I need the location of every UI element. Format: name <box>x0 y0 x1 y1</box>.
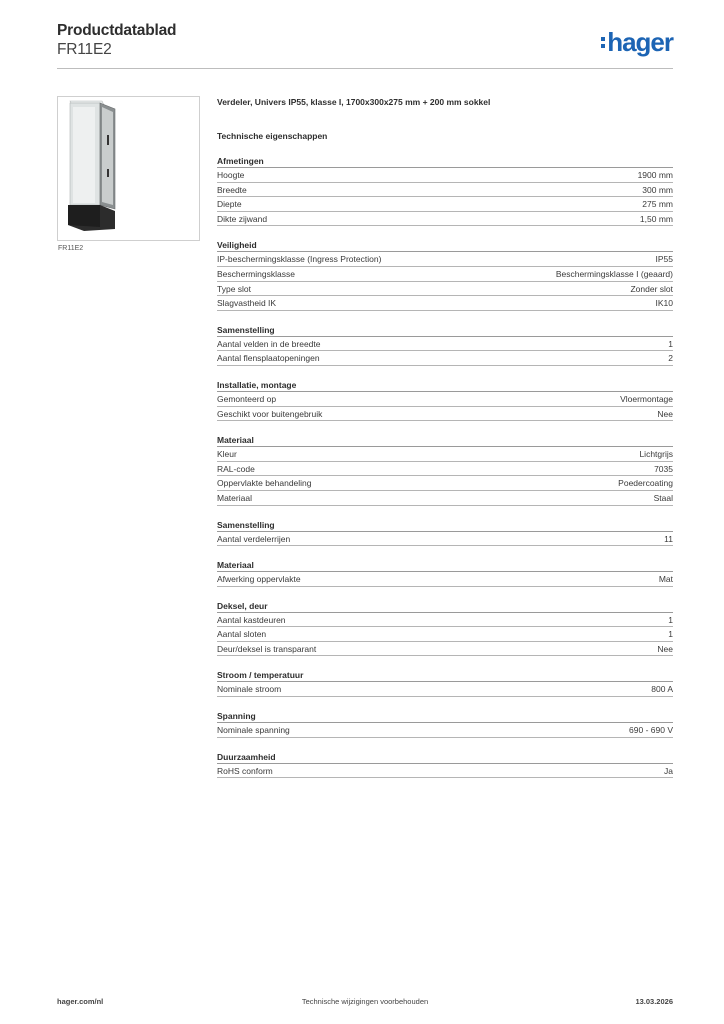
footer-disclaimer: Technische wijzigingen voorbehouden <box>301 997 429 1006</box>
spec-value: IP55 <box>655 254 673 265</box>
spec-group-title: Duurzaamheid <box>217 750 673 764</box>
spec-group <box>217 518 673 547</box>
spec-value: Mat <box>658 574 673 585</box>
spec-label: Diepte <box>217 199 242 210</box>
spec-label: Aantal velden in de breedte <box>217 338 321 349</box>
spec-value: Staal <box>653 492 673 503</box>
spec-row <box>217 491 673 506</box>
spec-group <box>217 599 673 657</box>
spec-group <box>217 378 673 421</box>
spec-value: 275 mm <box>642 199 673 210</box>
spec-groups <box>217 154 673 778</box>
spec-group <box>217 323 673 366</box>
spec-row <box>217 392 673 407</box>
spec-group-title: Veiligheid <box>217 238 673 252</box>
logo-dots-icon <box>601 35 605 49</box>
document-title: Productdatablad <box>57 22 177 39</box>
spec-label: Breedte <box>217 184 247 195</box>
spec-value: 11 <box>664 533 673 544</box>
spec-label: Deur/deksel is transparant <box>217 643 317 654</box>
header-divider <box>57 68 673 69</box>
hager-logo <box>601 29 673 55</box>
spec-row <box>217 267 673 282</box>
spec-value: 800 A <box>651 684 673 695</box>
spec-row <box>217 462 673 477</box>
spec-row <box>217 337 673 352</box>
spec-group <box>217 709 673 738</box>
spec-row <box>217 407 673 422</box>
spec-label: Materiaal <box>217 492 252 503</box>
spec-group-title: Spanning <box>217 709 673 723</box>
spec-value: Nee <box>657 643 673 654</box>
spec-row <box>217 682 673 697</box>
spec-row <box>217 532 673 547</box>
spec-label: Aantal flensplaatopeningen <box>217 353 320 364</box>
spec-row <box>217 476 673 491</box>
spec-value: 1 <box>668 338 673 349</box>
spec-value: 2 <box>668 353 673 364</box>
spec-value: 1900 mm <box>637 170 673 180</box>
spec-group-title: Materiaal <box>217 433 673 447</box>
spec-group <box>217 154 673 226</box>
spec-group-title: Afmetingen <box>217 154 673 168</box>
product-image <box>57 96 200 241</box>
spec-value: Zonder slot <box>630 283 673 294</box>
cabinet-illustration-icon <box>58 97 199 240</box>
spec-row <box>217 168 673 183</box>
spec-label: IP-beschermingsklasse (Ingress Protection) <box>217 254 382 265</box>
spec-label: Hoogte <box>217 170 245 180</box>
spec-label: Type slot <box>217 283 252 294</box>
spec-label: RAL-code <box>217 463 255 474</box>
spec-value: Nee <box>657 408 673 419</box>
spec-value: 1 <box>668 614 673 625</box>
spec-row <box>217 282 673 297</box>
spec-group <box>217 750 673 779</box>
page-footer <box>57 997 673 1011</box>
spec-group-title: Stroom / temperatuur <box>217 668 673 682</box>
page-header <box>57 22 673 70</box>
spec-group-title: Samenstelling <box>217 518 673 532</box>
section-heading: Technische eigenschappen <box>217 131 328 141</box>
spec-label: Nominale spanning <box>217 725 290 736</box>
spec-value: 1,50 mm <box>639 213 673 224</box>
product-code: FR11E2 <box>57 41 112 58</box>
spec-group <box>217 433 673 505</box>
spec-row <box>217 613 673 628</box>
spec-row <box>217 642 673 657</box>
spec-label: Aantal sloten <box>217 629 267 640</box>
footer-website-link[interactable]: hager.com/nl <box>57 997 104 1006</box>
spec-label: Dikte zijwand <box>217 213 268 224</box>
spec-label: Oppervlakte behandeling <box>217 478 312 489</box>
product-description: Verdeler, Univers IP55, klasse I, 1700x300x275 mm + 200 mm sokkel <box>217 97 491 107</box>
spec-value: 1 <box>668 629 673 640</box>
spec-group <box>217 238 673 310</box>
spec-label: Slagvastheid IK <box>217 298 277 309</box>
spec-label: Gemonteerd op <box>217 393 277 404</box>
spec-label: Kleur <box>217 449 237 460</box>
spec-value: 690 - 690 V <box>629 725 673 736</box>
spec-group-title: Materiaal <box>217 558 673 572</box>
footer-date: 13.03.2026 <box>635 997 673 1006</box>
spec-value: IK10 <box>655 298 673 309</box>
spec-value: Vloermontage <box>620 393 673 404</box>
spec-label: Nominale stroom <box>217 684 282 695</box>
spec-label: Afwerking oppervlakte <box>217 574 301 585</box>
spec-value: 300 mm <box>642 184 673 195</box>
spec-row <box>217 183 673 198</box>
spec-value: 7035 <box>654 463 673 474</box>
spec-value: Beschermingsklasse I (geaard) <box>555 268 673 279</box>
spec-label: Geschikt voor buitengebruik <box>217 408 323 419</box>
spec-label: Aantal verdelerrijen <box>217 533 291 544</box>
spec-row <box>217 212 673 227</box>
spec-value: Poedercoating <box>618 478 673 489</box>
spec-value: Ja <box>664 765 673 776</box>
product-details <box>217 96 673 778</box>
logo-text: hager <box>607 27 673 57</box>
spec-row <box>217 627 673 642</box>
spec-row <box>217 572 673 587</box>
spec-group-title: Samenstelling <box>217 323 673 337</box>
spec-row <box>217 252 673 267</box>
spec-group-title: Installatie, montage <box>217 378 673 392</box>
spec-row <box>217 197 673 212</box>
spec-group <box>217 668 673 697</box>
image-caption: FR11E2 <box>58 245 84 252</box>
spec-label: RoHS conform <box>217 765 273 776</box>
spec-row <box>217 351 673 366</box>
spec-row <box>217 447 673 462</box>
spec-label: Aantal kastdeuren <box>217 614 286 625</box>
spec-label: Beschermingsklasse <box>217 268 295 279</box>
spec-row <box>217 723 673 738</box>
spec-row <box>217 296 673 311</box>
spec-group-title: Deksel, deur <box>217 599 673 613</box>
spec-row <box>217 764 673 779</box>
spec-value: Lichtgrijs <box>639 449 673 460</box>
spec-group <box>217 558 673 587</box>
